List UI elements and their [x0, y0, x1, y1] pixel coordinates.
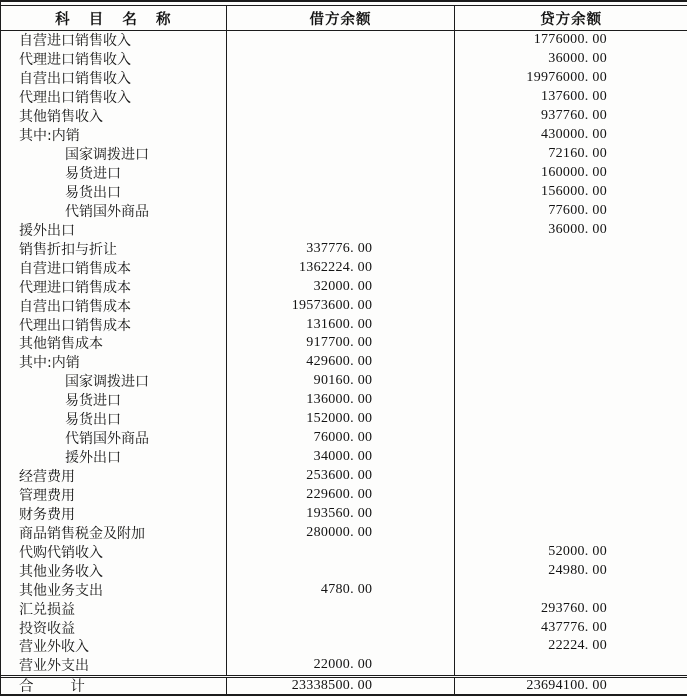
header-credit-balance: 贷方余额	[540, 11, 603, 28]
debit-amount-cell: 4780. 00	[227, 580, 456, 599]
table-row	[1, 637, 687, 656]
subject-name-cell: 其中:内销	[1, 126, 227, 145]
credit-amount-cell	[455, 429, 687, 448]
debit-amount-cell: 253600. 00	[227, 467, 456, 486]
credit-amount-cell: 1776000. 00	[533, 32, 607, 48]
table-row	[1, 50, 687, 69]
header-debit-balance: 借方余额	[227, 6, 456, 30]
subject-name-cell: 管理费用	[1, 486, 227, 505]
debit-amount-cell: 136000. 00	[227, 391, 456, 410]
subject-name-cell: 代理出口销售收入	[1, 88, 227, 107]
total-debit: 23338500. 00	[227, 678, 456, 694]
table-row	[1, 372, 687, 391]
debit-amount-cell: 32000. 00	[227, 277, 456, 296]
table-row	[1, 580, 687, 599]
table-row	[1, 145, 687, 164]
subject-name-cell: 其中:内销	[1, 353, 227, 372]
table-row	[1, 599, 687, 618]
debit-amount-cell: 1362224. 00	[227, 258, 456, 277]
total-credit: 23694100. 00	[526, 677, 607, 693]
credit-amount-cell	[455, 410, 687, 429]
credit-amount-cell: 19976000. 00	[526, 70, 607, 86]
debit-amount-cell: 131600. 00	[227, 315, 456, 334]
credit-amount-cell	[455, 523, 687, 542]
subject-name-cell: 代理出口销售成本	[1, 315, 227, 334]
subject-name-cell: 自营进口销售收入	[1, 31, 227, 50]
debit-amount-cell	[227, 637, 456, 656]
table-row	[1, 296, 687, 315]
debit-amount-cell: 917700. 00	[227, 334, 456, 353]
table-row	[1, 258, 687, 277]
credit-amount-cell: 160000. 00	[541, 165, 608, 181]
credit-amount-cell: 52000. 00	[548, 543, 607, 559]
credit-amount-cell	[455, 277, 687, 296]
credit-amount-cell	[455, 315, 687, 334]
credit-amount-cell: 137600. 00	[541, 89, 607, 105]
table-row	[1, 391, 687, 410]
subject-name-cell: 易货进口	[1, 391, 227, 410]
debit-amount-cell: 90160. 00	[227, 372, 456, 391]
credit-amount-cell	[455, 353, 687, 372]
table-row	[1, 467, 687, 486]
credit-amount-cell	[455, 239, 687, 258]
table-row	[1, 88, 687, 107]
credit-amount-cell: 937760. 00	[541, 108, 607, 124]
credit-amount-cell	[455, 656, 687, 675]
table-row	[1, 315, 687, 334]
debit-amount-cell	[227, 542, 456, 561]
debit-amount-cell	[227, 183, 456, 202]
table-body	[1, 31, 687, 675]
subject-name-cell: 商品销售税金及附加	[1, 523, 227, 542]
debit-amount-cell	[227, 50, 456, 69]
table-row	[1, 618, 687, 637]
subject-name-cell: 其他业务支出	[1, 580, 227, 599]
table-row	[1, 523, 687, 542]
debit-amount-cell	[227, 31, 456, 50]
credit-amount-cell	[455, 504, 687, 523]
subject-name-cell: 代理进口销售收入	[1, 50, 227, 69]
subject-name-cell: 国家调拨进口	[1, 145, 227, 164]
debit-amount-cell	[227, 220, 456, 239]
subject-name-cell: 易货进口	[1, 164, 227, 183]
debit-amount-cell: 337776. 00	[227, 239, 456, 258]
subject-name-cell: 易货出口	[1, 183, 227, 202]
subject-name-cell: 其他销售收入	[1, 107, 227, 126]
debit-amount-cell	[227, 126, 456, 145]
table-row	[1, 277, 687, 296]
debit-amount-cell: 76000. 00	[227, 429, 456, 448]
debit-amount-cell	[227, 201, 456, 220]
table-row	[1, 561, 687, 580]
credit-amount-cell: 77600. 00	[548, 202, 608, 218]
subject-name-cell: 营业外支出	[1, 656, 227, 675]
subject-name-cell: 代销国外商品	[1, 201, 227, 220]
header-subject-name: 科 目 名 称	[1, 6, 227, 30]
debit-amount-cell: 19573600. 00	[227, 296, 456, 315]
table-row	[1, 31, 687, 50]
subject-name-cell: 自营进口销售成本	[1, 258, 227, 277]
subject-name-cell: 代购代销收入	[1, 542, 227, 561]
credit-amount-cell	[455, 448, 687, 467]
table-row	[1, 353, 687, 372]
debit-amount-cell	[227, 107, 456, 126]
debit-amount-cell: 193560. 00	[227, 504, 456, 523]
subject-name-cell: 汇兑损益	[1, 599, 227, 618]
table-row	[1, 220, 687, 239]
subject-name-cell: 销售折扣与折让	[1, 239, 227, 258]
credit-amount-cell: 156000. 00	[541, 183, 608, 199]
debit-amount-cell	[227, 69, 456, 88]
table-row	[1, 239, 687, 258]
credit-amount-cell: 430000. 00	[541, 127, 607, 143]
subject-name-cell: 援外出口	[1, 220, 227, 239]
debit-amount-cell: 34000. 00	[227, 448, 456, 467]
subject-name-cell: 代理进口销售成本	[1, 277, 227, 296]
credit-amount-cell: 22224. 00	[548, 638, 607, 654]
table-header-row	[1, 6, 687, 31]
debit-amount-cell	[227, 618, 456, 637]
subject-name-cell: 援外出口	[1, 448, 227, 467]
table-row	[1, 448, 687, 467]
credit-amount-cell	[455, 391, 687, 410]
subject-name-cell: 国家调拨进口	[1, 372, 227, 391]
credit-amount-cell: 437776. 00	[541, 619, 607, 635]
debit-amount-cell: 22000. 00	[227, 656, 456, 675]
table-row	[1, 201, 687, 220]
debit-amount-cell	[227, 164, 456, 183]
credit-amount-cell	[455, 580, 687, 599]
table-row	[1, 429, 687, 448]
subject-name-cell: 财务费用	[1, 504, 227, 523]
table-row	[1, 542, 687, 561]
table-row	[1, 410, 687, 429]
debit-amount-cell	[227, 88, 456, 107]
credit-amount-cell: 36000. 00	[548, 221, 607, 237]
subject-name-cell: 其他业务收入	[1, 561, 227, 580]
subject-name-cell: 自营出口销售成本	[1, 296, 227, 315]
debit-amount-cell: 229600. 00	[227, 486, 456, 505]
subject-name-cell: 其他销售成本	[1, 334, 227, 353]
debit-amount-cell: 429600. 00	[227, 353, 456, 372]
table-row	[1, 656, 687, 675]
table-row	[1, 504, 687, 523]
subject-name-cell: 自营出口销售收入	[1, 69, 227, 88]
credit-amount-cell	[455, 372, 687, 391]
credit-amount-cell: 293760. 00	[541, 600, 607, 616]
debit-amount-cell	[227, 561, 456, 580]
credit-amount-cell	[455, 296, 687, 315]
debit-amount-cell	[227, 599, 456, 618]
subject-name-cell: 营业外收入	[1, 637, 227, 656]
credit-amount-cell: 24980. 00	[548, 562, 607, 578]
table-row	[1, 334, 687, 353]
table-row	[1, 164, 687, 183]
total-row	[1, 675, 687, 696]
credit-amount-cell	[455, 467, 687, 486]
subject-name-cell: 投资收益	[1, 618, 227, 637]
credit-amount-cell: 72160. 00	[548, 146, 608, 162]
table-row	[1, 107, 687, 126]
credit-amount-cell	[455, 486, 687, 505]
table-row	[1, 69, 687, 88]
subject-name-cell: 易货出口	[1, 410, 227, 429]
total-label: 合 计	[1, 678, 227, 694]
credit-amount-cell	[455, 258, 687, 277]
debit-amount-cell: 152000. 00	[227, 410, 456, 429]
subject-name-cell: 代销国外商品	[1, 429, 227, 448]
table-row	[1, 183, 687, 202]
debit-amount-cell	[227, 145, 456, 164]
credit-amount-cell: 36000. 00	[548, 51, 607, 67]
debit-amount-cell: 280000. 00	[227, 523, 456, 542]
credit-amount-cell	[455, 334, 687, 353]
table-row	[1, 486, 687, 505]
subject-name-cell: 经营费用	[1, 467, 227, 486]
table-row	[1, 126, 687, 145]
